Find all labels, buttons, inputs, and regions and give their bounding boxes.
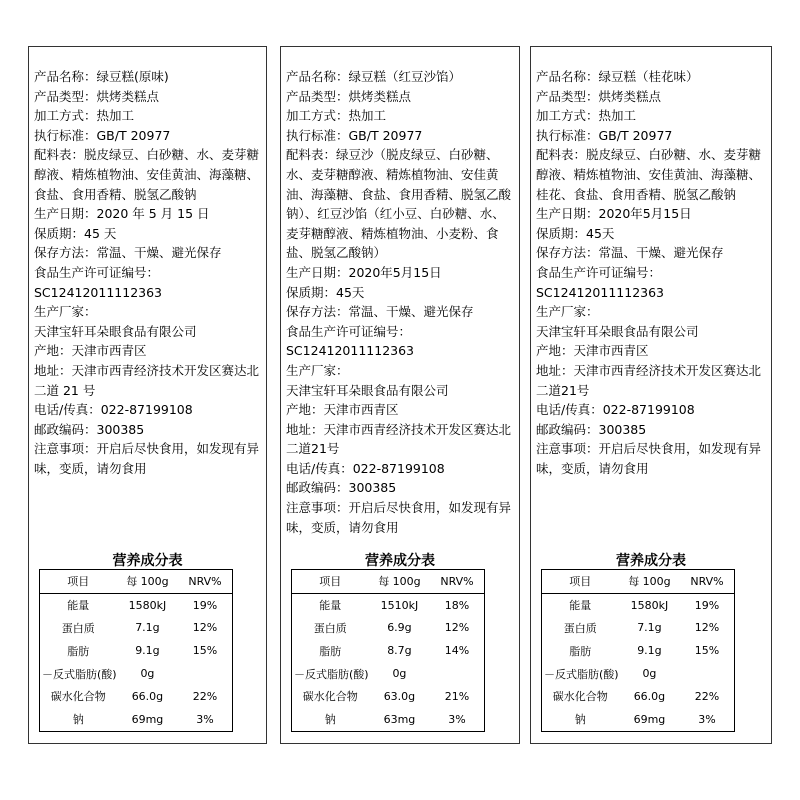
nutrient-nrv: 19% [694, 598, 720, 612]
info-line: 生产厂家： [286, 362, 349, 378]
nutrient-name: 脂肪 [67, 644, 90, 658]
info-line: 产品类型：烘烤类糕点 [34, 88, 160, 104]
info-line: 邮政编码：300385 [34, 421, 145, 437]
info-line: 保存方法：常温、干燥、避光保存 [34, 245, 222, 261]
product-info [34, 67, 263, 478]
nutrient-nrv [178, 662, 232, 685]
info-line: 电话/传真：022-87199108 [34, 402, 193, 418]
nutrient-nrv: 15% [192, 644, 218, 658]
nutrient-nrv: 12% [444, 621, 470, 635]
info-line: SC12412011112363 [34, 284, 163, 300]
nutrient-name: 脂肪 [569, 644, 592, 658]
nutrient-nrv: 3% [448, 712, 466, 726]
nutrient-nrv: 3% [698, 712, 716, 726]
info-line: 产品类型：烘烤类糕点 [286, 88, 412, 104]
info-line: 配料表：脱皮绿豆、白砂糖、水、麦芽糖醇液、精炼植物油、安佳黄油、海藻糖、食盐、食用香精、脱氢乙酸钠 [34, 147, 260, 202]
info-line: 产地：天津市西青区 [34, 343, 147, 359]
header-item: 项目 [542, 570, 619, 594]
info-line: 配料表：脱皮绿豆、白砂糖、水、麦芽糖醇液、精炼植物油、安佳黄油、海藻糖、桂花、食盐、食用香精、脱氢乙酸钠 [536, 147, 762, 202]
header-per-100g: 每 100g [619, 570, 681, 594]
info-line: 执行标准：GB/T 20977 [34, 127, 171, 143]
info-line: 食品生产许可证编号： [536, 264, 662, 280]
header-per-100g: 每 100g [117, 570, 179, 594]
info-line: 保质期：45天 [536, 225, 615, 241]
info-line: SC12412011112363 [286, 343, 415, 359]
nutrition-table [39, 569, 233, 732]
nutrient-amount: 0g [642, 667, 657, 681]
nutrient-nrv [430, 662, 484, 685]
nutrient-name: 能量 [319, 599, 342, 613]
nutrient-nrv [680, 662, 734, 685]
nutrient-amount: 63.0g [383, 689, 416, 703]
info-line: 生产日期：2020 年 5 月 15 日 [34, 206, 210, 222]
info-line: 食品生产许可证编号： [34, 264, 160, 280]
info-line: 加工方式：热加工 [286, 108, 387, 124]
info-line: 注意事项：开启后尽快食用，如发现有异味，变质，请勿食用 [536, 441, 762, 476]
nutrient-amount: 69mg [131, 712, 164, 726]
nutrient-nrv: 22% [192, 689, 218, 703]
nutrient-nrv: 15% [694, 644, 720, 658]
nutrient-name: 能量 [67, 599, 90, 613]
nutrition-table-title: 营养成分表 [616, 553, 686, 569]
info-line: 注意事项：开启后尽快食用，如发现有异味，变质，请勿食用 [286, 500, 512, 535]
table-header-row [40, 570, 233, 594]
nutrient-nrv: 22% [694, 689, 720, 703]
nutrient-nrv: 3% [196, 712, 214, 726]
table-header-row [292, 570, 485, 594]
nutrition-table-title: 营养成分表 [365, 553, 435, 569]
nutrient-name: 钠 [72, 713, 84, 727]
table-row [292, 617, 485, 640]
nutrient-amount: 1580kJ [128, 598, 167, 612]
info-line: 生产厂家： [34, 304, 97, 320]
header-nrv: NRV% [178, 570, 232, 594]
table-row [40, 593, 233, 616]
product-info [536, 67, 768, 478]
nutrient-amount: 7.1g [637, 621, 662, 635]
table-row [542, 708, 735, 731]
nutrient-name: －反式脂肪(酸) [294, 667, 369, 681]
info-line: 天津宝轩耳朵眼食品有限公司 [536, 323, 699, 339]
nutrient-amount: 1580kJ [630, 598, 669, 612]
nutrient-name: －反式脂肪(酸) [544, 667, 619, 681]
nutrient-amount: 0g [392, 667, 407, 681]
nutrient-name: 钠 [324, 713, 336, 727]
info-line: 产地：天津市西青区 [536, 343, 649, 359]
info-line: 生产厂家： [536, 304, 599, 320]
info-line: 执行标准：GB/T 20977 [536, 127, 673, 143]
nutrient-amount: 66.0g [131, 689, 164, 703]
table-row [40, 639, 233, 662]
nutrient-amount: 0g [140, 667, 155, 681]
info-line: 天津宝轩耳朵眼食品有限公司 [34, 323, 197, 339]
nutrient-nrv: 14% [444, 644, 470, 658]
info-line: 邮政编码：300385 [536, 421, 647, 437]
info-line: 保质期：45天 [286, 284, 365, 300]
nutrient-amount: 66.0g [633, 689, 666, 703]
nutrient-name: 碳水化合物 [302, 690, 358, 704]
label-panel-red-bean [280, 46, 520, 744]
header-nrv: NRV% [680, 570, 734, 594]
nutrient-amount: 1510kJ [380, 598, 419, 612]
table-row [542, 617, 735, 640]
nutrient-nrv: 18% [444, 598, 470, 612]
table-row [292, 708, 485, 731]
info-line: 产品名称：绿豆糕（桂花味） [536, 69, 699, 84]
nutrient-name: －反式脂肪(酸) [42, 667, 117, 681]
table-row [542, 685, 735, 708]
info-line: 地址：天津市西青经济技术开发区赛达北二道 21 号 [34, 362, 260, 398]
info-line: 产品名称：绿豆糕（红豆沙馅） [286, 69, 462, 84]
nutrient-name: 蛋白质 [61, 621, 95, 635]
nutrient-nrv: 21% [444, 689, 470, 703]
table-row [40, 708, 233, 731]
nutrient-name: 蛋白质 [313, 621, 347, 635]
info-line: 配料表：绿豆沙（脱皮绿豆、白砂糖、水、麦芽糖醇液、精炼植物油、安佳黄油、海藻糖、食盐、食用香精、脱氢乙酸钠）、红豆沙馅（红小豆、白砂糖、水、麦芽糖醇液、精炼植物油、小麦粉、食盐、脱氢乙酸钠） [286, 147, 512, 261]
nutrient-amount: 8.7g [387, 644, 412, 658]
table-row [542, 662, 735, 685]
table-row [292, 593, 485, 616]
info-line: 保存方法：常温、干燥、避光保存 [286, 304, 474, 320]
nutrient-amount: 69mg [633, 712, 666, 726]
info-line: 保存方法：常温、干燥、避光保存 [536, 245, 724, 261]
table-row [40, 617, 233, 640]
nutrient-amount: 63mg [383, 712, 416, 726]
info-line: 产品名称：绿豆糕(原味) [34, 69, 169, 84]
info-line: 加工方式：热加工 [536, 108, 637, 124]
nutrient-name: 能量 [569, 599, 592, 613]
info-line: 注意事项：开启后尽快食用，如发现有异味，变质，请勿食用 [34, 441, 260, 476]
info-line: 邮政编码：300385 [286, 480, 397, 496]
info-line: 电话/传真：022-87199108 [536, 402, 695, 418]
nutrient-name: 蛋白质 [563, 621, 597, 635]
header-nrv: NRV% [430, 570, 484, 594]
nutrient-name: 碳水化合物 [50, 690, 106, 704]
table-row [542, 639, 735, 662]
label-panel-osmanthus [530, 46, 772, 744]
nutrient-amount: 9.1g [637, 644, 662, 658]
label-panel-original [28, 46, 267, 744]
table-row [542, 593, 735, 616]
info-line: 食品生产许可证编号： [286, 323, 412, 339]
info-line: 生产日期：2020年5月15日 [286, 264, 442, 280]
info-line: 地址：天津市西青经济技术开发区赛达北二道21号 [286, 421, 512, 457]
info-line: 产品类型：烘烤类糕点 [536, 88, 662, 104]
nutrient-nrv: 12% [192, 621, 218, 635]
nutrition-table [541, 569, 735, 732]
nutrient-amount: 6.9g [387, 621, 412, 635]
nutrition-table [291, 569, 485, 732]
nutrient-name: 脂肪 [319, 644, 342, 658]
nutrition-table-title: 营养成分表 [112, 553, 183, 569]
table-header-row [542, 570, 735, 594]
info-line: 加工方式：热加工 [34, 108, 135, 124]
nutrient-nrv: 19% [192, 598, 218, 612]
nutrient-amount: 7.1g [135, 621, 160, 635]
info-line: 保质期：45 天 [34, 225, 117, 241]
info-line: 天津宝轩耳朵眼食品有限公司 [286, 382, 449, 398]
nutrient-name: 钠 [574, 713, 586, 727]
header-item: 项目 [40, 570, 117, 594]
table-row [40, 662, 233, 685]
header-per-100g: 每 100g [369, 570, 431, 594]
nutrient-amount: 9.1g [135, 644, 160, 658]
table-row [292, 662, 485, 685]
table-row [292, 685, 485, 708]
product-info [286, 67, 516, 537]
nutrient-name: 碳水化合物 [552, 690, 608, 704]
info-line: 生产日期：2020年5月15日 [536, 206, 692, 222]
table-row [292, 639, 485, 662]
info-line: 地址：天津市西青经济技术开发区赛达北二道21号 [536, 362, 762, 398]
table-row [40, 685, 233, 708]
info-line: SC12412011112363 [536, 284, 665, 300]
info-line: 执行标准：GB/T 20977 [286, 127, 423, 143]
info-line: 产地：天津市西青区 [286, 402, 399, 418]
nutrient-nrv: 12% [694, 621, 720, 635]
info-line: 电话/传真：022-87199108 [286, 460, 445, 476]
header-item: 项目 [292, 570, 369, 594]
